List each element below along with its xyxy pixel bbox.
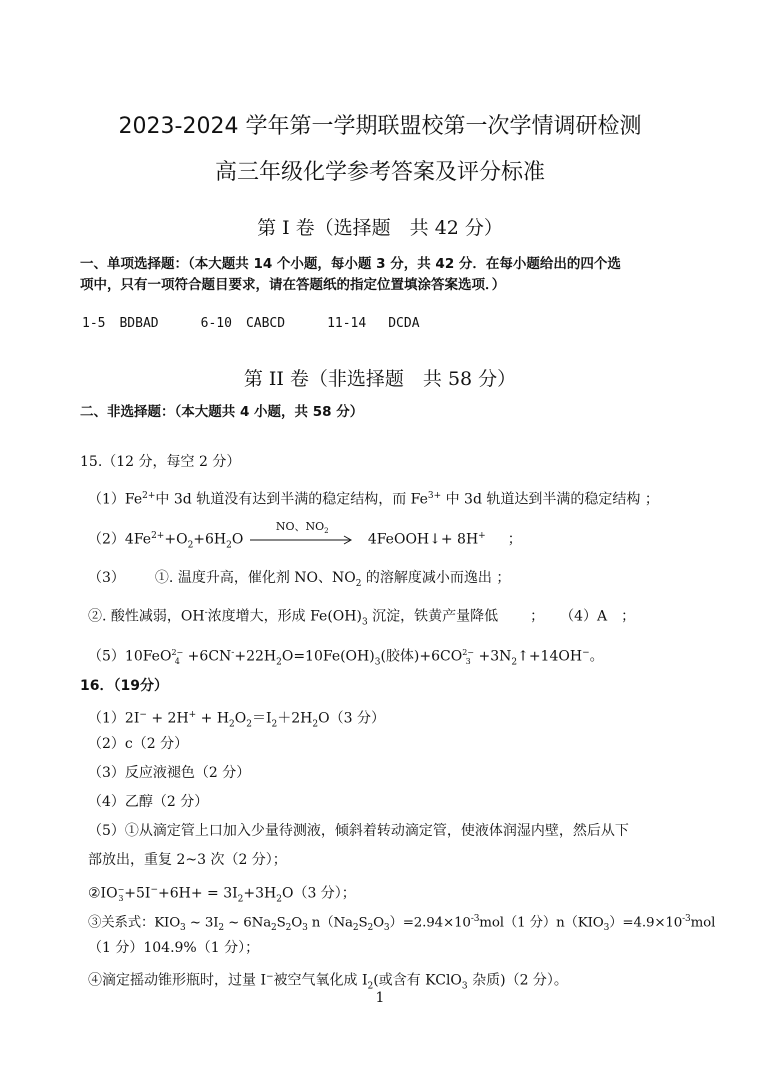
part1-heading: 第 I 卷（选择题 共 42 分） — [257, 217, 503, 239]
choice-answers — [82, 314, 420, 334]
reaction-condition: NO、$NO_2$ — [275, 519, 329, 535]
q15-answer-5: （5）10FeO 2− 4 $+6CN^-+22H_2O=10Fe(OH)_3$(胶体)+6CO 2− 3 $+3N_2↑+14OH^-$。 — [88, 647, 604, 668]
q16-answer-5c: ③关系式：$KIO_3$ ~ $3I_2$ ~ $6Na_2S_2O_3$ $n(Na_2S_2O_3)=2.94\times 10^{-3}mol(1$ 分）$n(KIO_3)=4.9\times 10^{-3}mol$ — [88, 914, 716, 934]
sub-title: 高三年级化学参考答案及评分标准 — [214, 160, 545, 185]
main-title: 2023-2024 学年第一学期联盟校第一次学情调研检测 — [118, 114, 642, 139]
q15-answer-1: $(1)Fe^{2+}$中 3d 轨道没有达到半满的稳定结构，而 $Fe^{3+}$ 中 3d 轨道达到半满的稳定结构 ； — [88, 491, 659, 508]
answer-letters: CABCD — [245, 316, 286, 331]
q16-answer-4: （4）乙醇（2 分） — [88, 794, 209, 810]
answer-letters: BDBAD — [119, 316, 159, 331]
q16-answer-2: （2）c（2 分） — [88, 736, 189, 752]
q16-answer-5-line1: （5）①从滴定管上口加入少量待测液，倾斜着转动滴定管，使液体润湿内壁，然后从下 — [88, 823, 629, 839]
answer-letters: DCDA — [388, 316, 420, 331]
q16-answer-1: $(1)2I^- + 2H^+ + H_2O_2=I_2+2H_2O(3$ 分） — [88, 710, 385, 730]
q16-answer-3: （3）反应液褪色（2 分） — [88, 765, 251, 781]
q16-heading: 16．（19分） — [80, 678, 168, 694]
q15-answer-3b-4: ②. 酸性减弱，OH-浓度增大，形成 $Fe(OH)_3$ 沉淀，铁黄产量降低 ； （4）A ； — [88, 608, 636, 628]
part2-heading: 第 II 卷（非选择题 共 58 分） — [243, 368, 517, 390]
answer-range: 1-5 — [82, 316, 106, 331]
part2-instruction: 二、非选择题：（本大题共 4 小题，共 58 分） — [80, 404, 364, 420]
reaction-arrow — [250, 519, 354, 550]
page-number: 1 — [375, 990, 385, 1006]
q16-answer-5-line2: 部放出，重复 2~3 次（2 分）； — [88, 852, 287, 868]
q16-answer-5d: ④滴定摇动锥形瓶时，过量 I−被空气氧化成 $I_2$(或含有 KClO$_3$ 杂质)（2 分）。 — [88, 972, 568, 992]
q15-answer-2: $(2)4Fe^{2+}+O_2+6H_2O$ NO、$NO_2$ 4FeOOH↓+ 8H+ ； — [88, 519, 522, 551]
part1-instruction-2: 项中，只有一项符合题目要求，请在答题纸的指定位置填涂答案选项．） — [80, 277, 506, 293]
q16-answer-5c-line2: （1 分）104.9%（1 分）； — [88, 940, 260, 956]
answer-range: 6-10 — [200, 316, 232, 331]
q15-heading: 15.（12 分，每空 2 分） — [80, 454, 241, 470]
q16-answer-5b: ②IO − 3 $+5I^-+6H+ = 3I_2+3H_2O(3$ 分）； — [88, 884, 356, 905]
q15-answer-3: （3） ①. 温度升高，催化剂 NO、$NO_2$ 的溶解度减小而逸出 ； — [88, 570, 511, 589]
answer-range: 11-14 — [327, 316, 367, 331]
part1-instruction-1: 一、单项选择题：（本大题共 14 个小题，每小题 3 分，共 42 分．在每小题给出的四个选 — [80, 256, 621, 272]
